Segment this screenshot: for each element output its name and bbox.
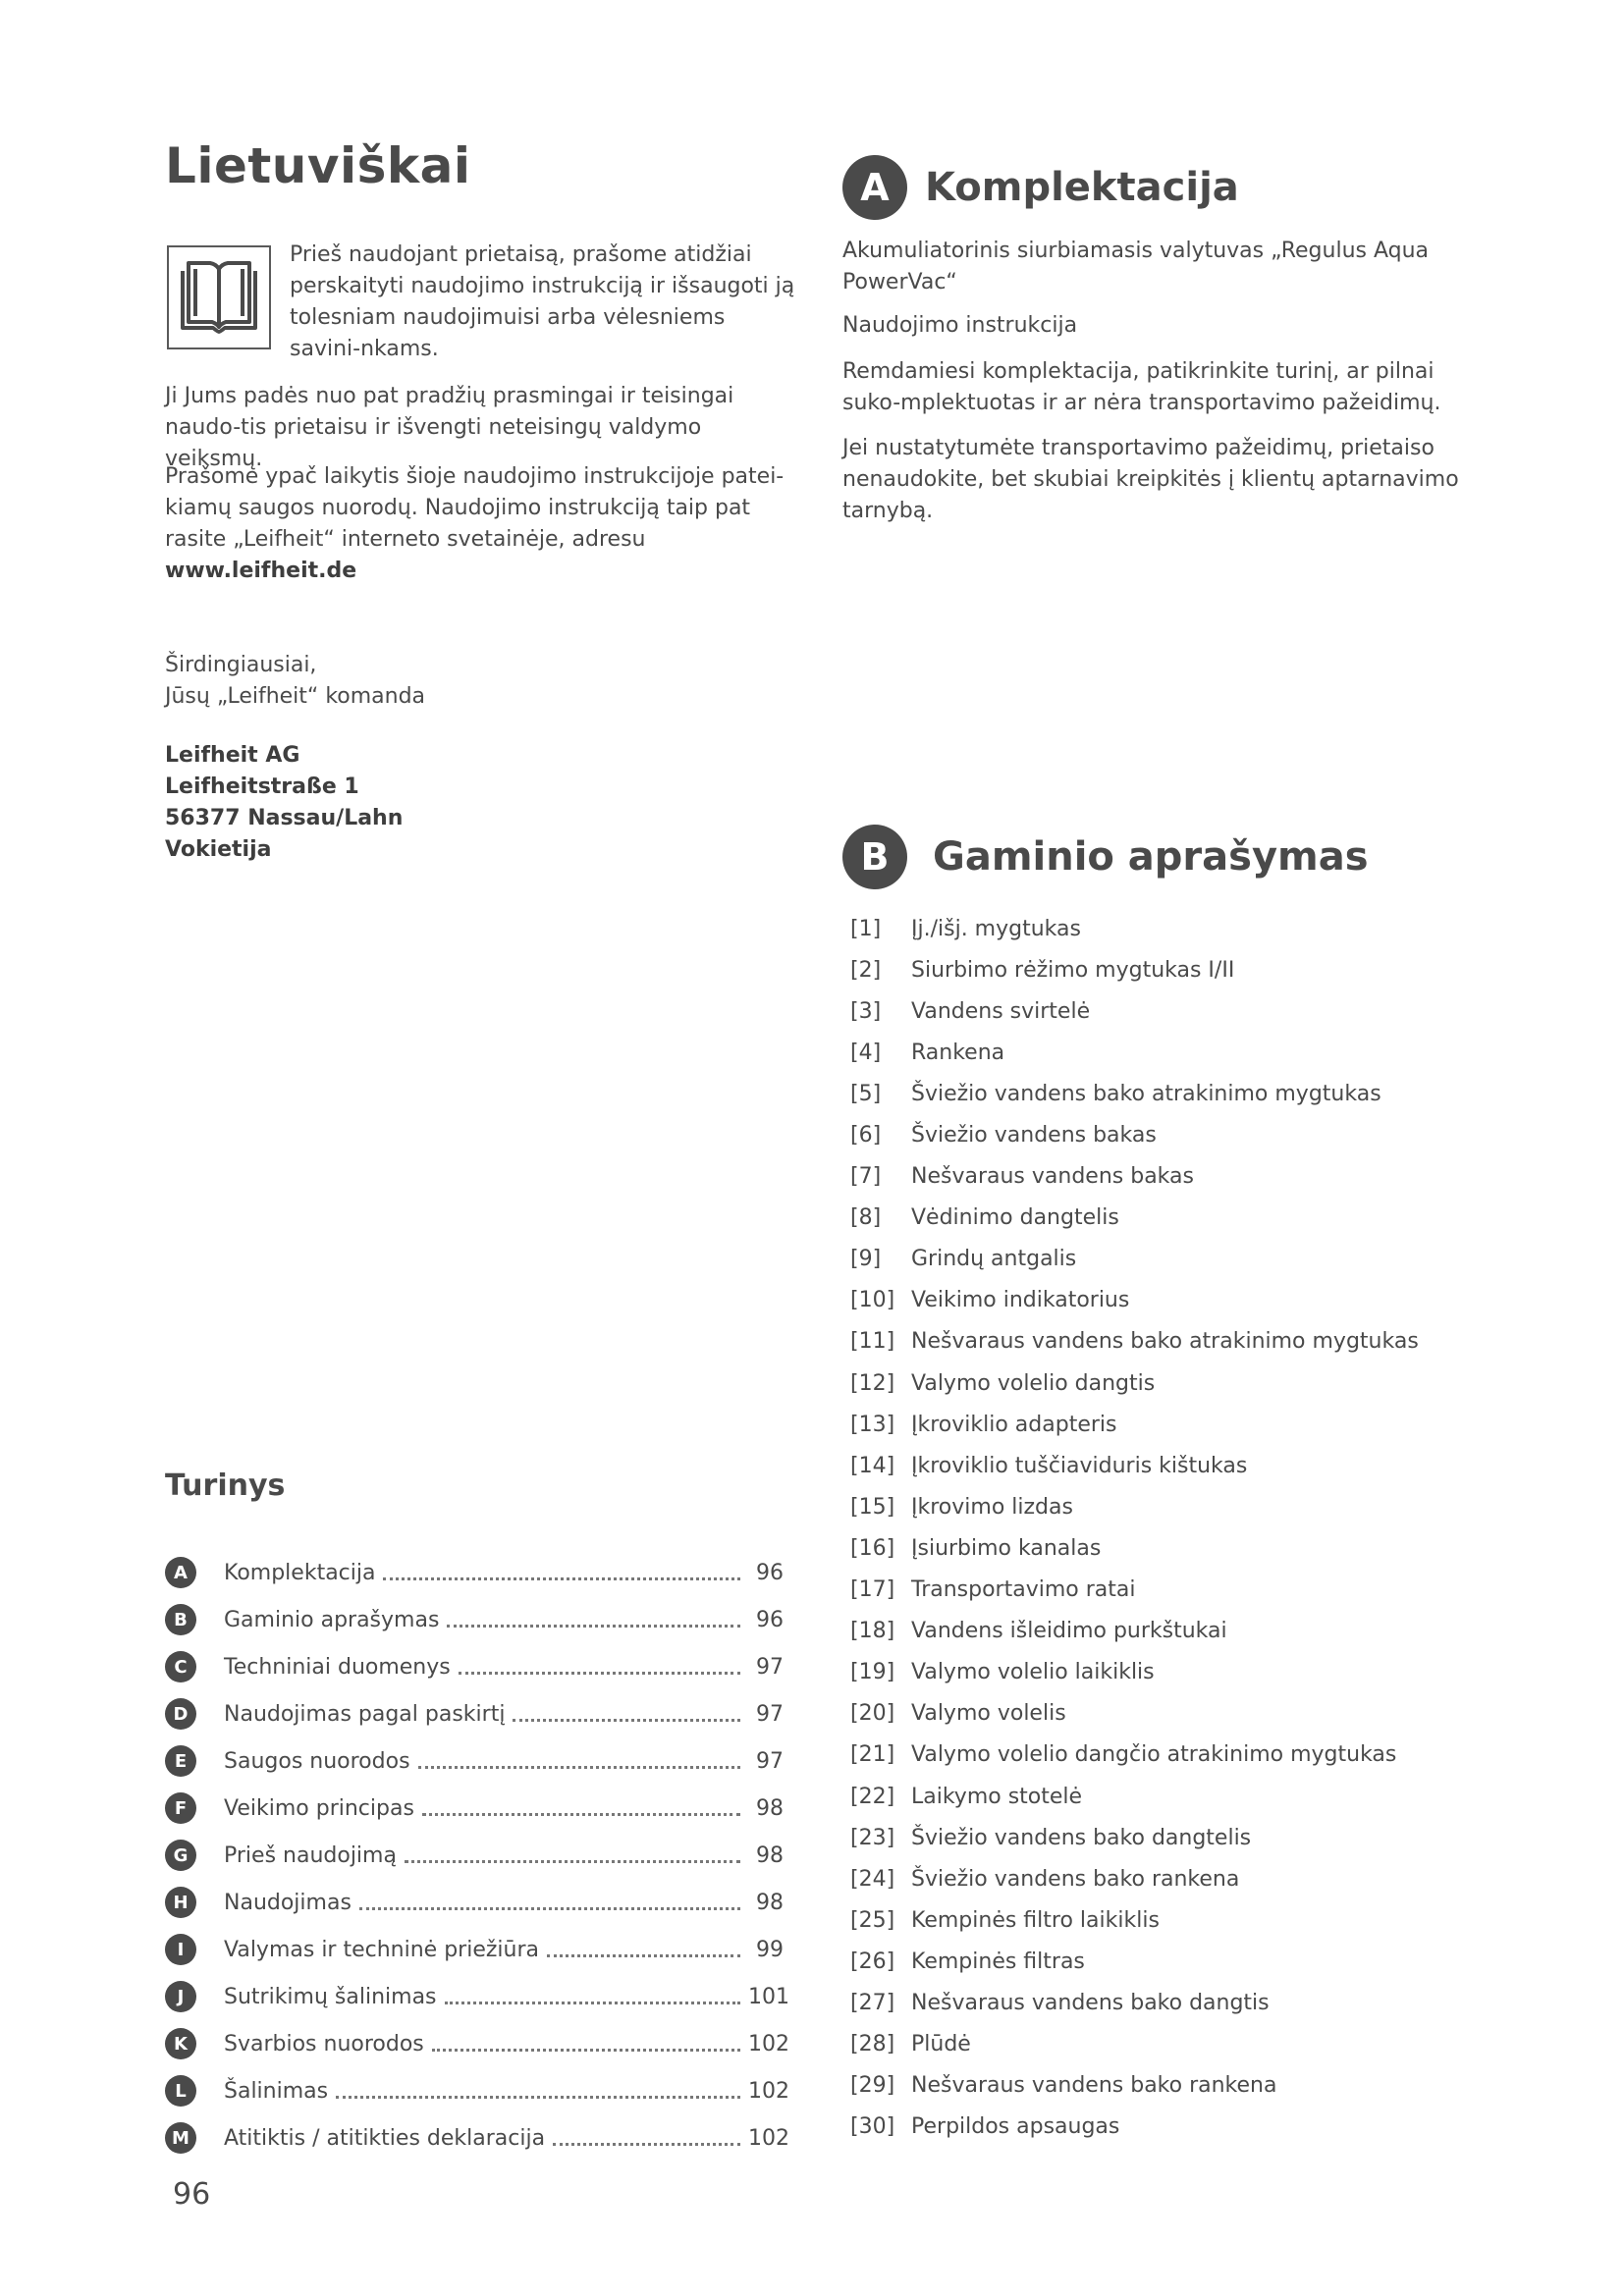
part-label: Vandens išleidimo purkštukai xyxy=(911,1619,1227,1644)
part-number: [1] xyxy=(850,916,882,941)
section-a-paragraph-2: Naudojimo instrukcija xyxy=(842,313,1078,338)
part-number: [13] xyxy=(850,1412,895,1437)
part-number: [21] xyxy=(850,1742,895,1768)
part-number: [20] xyxy=(850,1701,895,1727)
part-label: Valymo volelio laikiklis xyxy=(911,1660,1155,1685)
list-item xyxy=(850,1899,1479,1941)
list-item xyxy=(850,1527,1479,1569)
address-city: 56377 Nassau/Lahn xyxy=(165,806,404,830)
list-item xyxy=(850,1239,1479,1280)
toc-item-label: Veikimo principas xyxy=(224,1795,414,1821)
part-label: Įkroviklio tuščiaviduris kištukas xyxy=(911,1453,1248,1478)
list-item xyxy=(850,1652,1479,1693)
greeting-line-2: Jūsų „Leifheit“ komanda xyxy=(165,684,426,709)
list-item xyxy=(850,1280,1479,1321)
list-item xyxy=(850,1073,1479,1114)
part-number: [7] xyxy=(850,1164,882,1190)
paragraph-2-text: Prašome ypač laikytis šioje naudojimo instrukcijoje patei-kiamų saugos nuorodų. Naudojimo instrukciją taip pat rasite „Leifheit“ interneto svetainėje, adresu xyxy=(165,464,785,552)
website-link[interactable]: www.leifheit.de xyxy=(165,559,357,583)
part-label: Vėdinimo dangtelis xyxy=(911,1205,1119,1231)
part-label: Valymo volelio dangtis xyxy=(911,1370,1156,1396)
toc-leader-dots xyxy=(418,1766,740,1769)
toc-page-number: 97 xyxy=(756,1654,784,1680)
address-country: Vokietija xyxy=(165,837,272,862)
list-item xyxy=(850,1404,1479,1445)
part-number: [18] xyxy=(850,1619,895,1644)
list-item xyxy=(850,1321,1479,1362)
toc-letter-badge: E xyxy=(165,1745,196,1777)
toc-letter-badge: A xyxy=(165,1557,196,1588)
toc-leader-dots xyxy=(432,2049,740,2052)
list-item xyxy=(850,1570,1479,1611)
section-b-heading xyxy=(842,825,1369,889)
toc-item-label: Naudojimas xyxy=(224,1890,352,1915)
intro-text: Prieš naudojant prietaisą, prašome atidžiai perskaityti naudojimo instrukciją ir išsaugoti ją tolesniam naudojimuisi arba vėlesniems savini-nkams. xyxy=(290,242,795,361)
part-label: Nešvaraus vandens bakas xyxy=(911,1164,1194,1190)
list-item xyxy=(850,2065,1479,2107)
toc-leader-dots xyxy=(447,1625,740,1628)
part-label: Šviežio vandens bakas xyxy=(911,1123,1157,1148)
toc-item-label: Saugos nuorodos xyxy=(224,1748,410,1774)
list-item xyxy=(850,1693,1479,1735)
address-company: Leifheit AG xyxy=(165,743,300,768)
toc-leader-dots xyxy=(445,2002,740,2004)
toc-item-label: Valymas ir techninė priežiūra xyxy=(224,1937,539,1962)
part-number: [3] xyxy=(850,998,882,1024)
part-number: [8] xyxy=(850,1205,882,1231)
toc-page-number: 97 xyxy=(756,1701,784,1727)
toc-item-label: Sutrikimų šalinimas xyxy=(224,1984,437,2009)
toc-item[interactable] xyxy=(165,1737,784,1785)
company-address xyxy=(165,740,403,866)
toc-item[interactable] xyxy=(165,2067,789,2114)
toc-page-number: 96 xyxy=(756,1607,784,1632)
toc-item[interactable] xyxy=(165,1690,784,1737)
toc-leader-dots xyxy=(359,1907,740,1910)
part-number: [12] xyxy=(850,1370,895,1396)
toc-leader-dots xyxy=(459,1672,740,1675)
toc-item[interactable] xyxy=(165,1973,789,2020)
part-label: Įj./išj. mygtukas xyxy=(911,916,1081,941)
part-label: Kempinės filtro laikiklis xyxy=(911,1907,1160,1933)
part-number: [5] xyxy=(850,1081,882,1106)
intro-paragraph-2 xyxy=(165,461,793,587)
part-number: [28] xyxy=(850,2032,895,2057)
part-label: Siurbimo rėžimo mygtukas I/II xyxy=(911,957,1235,983)
toc-item[interactable] xyxy=(165,2020,789,2067)
list-item xyxy=(850,2107,1479,2148)
page-title: Lietuviškai xyxy=(165,137,471,194)
part-number: [9] xyxy=(850,1247,882,1272)
toc-leader-dots xyxy=(513,1719,740,1722)
toc-page-number: 97 xyxy=(756,1748,784,1774)
toc-page-number: 101 xyxy=(748,1984,789,2009)
intro-paragraph-1: Ji Jums padės nuo pat pradžių prasmingai ir teisingai naudo-tis prietaisu ir išvengti neteisingų valdymo veiksmų. xyxy=(165,384,734,471)
toc-leader-dots xyxy=(553,2143,740,2146)
toc-leader-dots xyxy=(405,1860,740,1863)
part-label: Plūdė xyxy=(911,2032,971,2057)
toc-leader-dots xyxy=(547,1954,740,1957)
part-label: Šviežio vandens bako dangtelis xyxy=(911,1825,1252,1850)
part-number: [30] xyxy=(850,2114,895,2140)
section-b-badge: B xyxy=(842,825,907,889)
part-label: Perpildos apsaugas xyxy=(911,2114,1120,2140)
part-number: [6] xyxy=(850,1123,882,1148)
part-label: Nešvaraus vandens bako rankena xyxy=(911,2073,1277,2099)
toc-item[interactable] xyxy=(165,1549,784,1596)
part-label: Įsiurbimo kanalas xyxy=(911,1535,1102,1561)
part-number: [23] xyxy=(850,1825,895,1850)
list-item xyxy=(850,1858,1479,1899)
toc-letter-badge: K xyxy=(165,2028,196,2059)
section-a-paragraph-1: Akumuliatorinis siurbiamasis valytuvas „Regulus Aqua PowerVac“ xyxy=(842,239,1430,294)
part-label: Įkrovimo lizdas xyxy=(911,1494,1073,1520)
list-item xyxy=(850,1198,1479,1239)
part-number: [26] xyxy=(850,1949,895,1974)
section-b-title: Gaminio aprašymas xyxy=(933,834,1369,880)
toc-item-label: Komplektacija xyxy=(224,1560,376,1585)
section-a-heading xyxy=(842,155,1239,220)
part-number: [27] xyxy=(850,1990,895,2015)
list-item xyxy=(850,1362,1479,1404)
list-item xyxy=(850,1486,1479,1527)
list-item xyxy=(850,1032,1479,1073)
part-label: Veikimo indikatorius xyxy=(911,1288,1130,1313)
list-item xyxy=(850,908,1479,949)
part-number: [25] xyxy=(850,1907,895,1933)
toc-item-label: Techniniai duomenys xyxy=(224,1654,451,1680)
toc-letter-badge: G xyxy=(165,1840,196,1871)
toc-page-number: 102 xyxy=(748,2078,789,2104)
toc-letter-badge: D xyxy=(165,1698,196,1730)
toc-page-number: 99 xyxy=(756,1937,784,1962)
table-of-contents xyxy=(165,1549,789,2162)
part-label: Valymo volelis xyxy=(911,1701,1066,1727)
open-book-icon xyxy=(167,245,271,349)
toc-page-number: 98 xyxy=(756,1890,784,1915)
toc-letter-badge: H xyxy=(165,1887,196,1918)
part-label: Valymo volelio dangčio atrakinimo mygtukas xyxy=(911,1742,1397,1768)
list-item xyxy=(850,1156,1479,1198)
part-number: [17] xyxy=(850,1577,895,1603)
toc-page-number: 102 xyxy=(748,2125,789,2151)
list-item xyxy=(850,2024,1479,2065)
part-label: Nešvaraus vandens bako dangtis xyxy=(911,1990,1270,2015)
toc-item[interactable] xyxy=(165,1643,784,1690)
toc-item[interactable] xyxy=(165,1832,784,1879)
list-item xyxy=(850,1735,1479,1776)
toc-letter-badge: J xyxy=(165,1981,196,2012)
list-item xyxy=(850,949,1479,990)
part-number: [10] xyxy=(850,1288,895,1313)
list-item xyxy=(850,1611,1479,1652)
part-number: [22] xyxy=(850,1784,895,1809)
part-label: Transportavimo ratai xyxy=(911,1577,1136,1603)
toc-leader-dots xyxy=(336,2096,740,2099)
toc-item[interactable] xyxy=(165,2114,789,2162)
toc-page-number: 102 xyxy=(748,2031,789,2056)
part-label: Rankena xyxy=(911,1040,1005,1065)
section-a-paragraph-4: Jei nustatytumėte transportavimo pažeidimų, prietaiso nenaudokite, bet skubiai kreipkitės į klientų aptarnavimo tarnybą. xyxy=(842,436,1459,523)
part-label: Kempinės filtras xyxy=(911,1949,1085,1974)
toc-item-label: Svarbios nuorodos xyxy=(224,2031,424,2056)
list-item xyxy=(850,1982,1479,2023)
part-number: [15] xyxy=(850,1494,895,1520)
part-label: Šviežio vandens bako atrakinimo mygtukas xyxy=(911,1081,1381,1106)
toc-item[interactable] xyxy=(165,1596,784,1643)
list-item xyxy=(850,1776,1479,1817)
part-label: Šviežio vandens bako rankena xyxy=(911,1866,1240,1892)
part-number: [16] xyxy=(850,1535,895,1561)
parts-list xyxy=(850,908,1479,2148)
toc-item[interactable] xyxy=(165,1926,784,1973)
toc-item[interactable] xyxy=(165,1785,784,1832)
part-label: Vandens svirtelė xyxy=(911,998,1091,1024)
part-number: [11] xyxy=(850,1329,895,1355)
toc-letter-badge: M xyxy=(165,2122,196,2154)
toc-page-number: 98 xyxy=(756,1842,784,1868)
part-number: [29] xyxy=(850,2073,895,2099)
toc-letter-badge: B xyxy=(165,1604,196,1635)
greeting xyxy=(165,650,425,713)
greeting-line-1: Širdingiausiai, xyxy=(165,653,317,677)
toc-item[interactable] xyxy=(165,1879,784,1926)
section-a-badge: A xyxy=(842,155,907,220)
part-number: [19] xyxy=(850,1660,895,1685)
toc-page-number: 98 xyxy=(756,1795,784,1821)
part-label: Grindų antgalis xyxy=(911,1247,1077,1272)
part-label: Įkroviklio adapteris xyxy=(911,1412,1117,1437)
toc-item-label: Atitiktis / atitikties deklaracija xyxy=(224,2125,546,2151)
toc-letter-badge: I xyxy=(165,1934,196,1965)
part-number: [14] xyxy=(850,1453,895,1478)
part-number: [4] xyxy=(850,1040,882,1065)
part-number: [2] xyxy=(850,957,882,983)
address-street: Leifheitstraße 1 xyxy=(165,774,359,799)
toc-item-label: Prieš naudojimą xyxy=(224,1842,397,1868)
list-item xyxy=(850,1445,1479,1486)
part-number: [24] xyxy=(850,1866,895,1892)
list-item xyxy=(850,1817,1479,1858)
part-label: Laikymo stotelė xyxy=(911,1784,1083,1809)
list-item xyxy=(850,1941,1479,1982)
section-a-paragraph-3: Remdamiesi komplektacija, patikrinkite turinį, ar pilnai suko-mplektuotas ir ar nėra transportavimo pažeidimų. xyxy=(842,359,1441,415)
toc-item-label: Naudojimas pagal paskirtį xyxy=(224,1701,506,1727)
contents-title: Turinys xyxy=(165,1468,286,1503)
toc-item-label: Šalinimas xyxy=(224,2078,329,2104)
section-a-title: Komplektacija xyxy=(925,165,1239,210)
toc-letter-badge: L xyxy=(165,2075,196,2107)
page-number: 96 xyxy=(173,2177,211,2212)
list-item xyxy=(850,1114,1479,1155)
toc-letter-badge: F xyxy=(165,1792,196,1824)
toc-item-label: Gaminio aprašymas xyxy=(224,1607,440,1632)
part-label: Nešvaraus vandens bako atrakinimo mygtukas xyxy=(911,1329,1419,1355)
toc-leader-dots xyxy=(383,1577,740,1580)
toc-page-number: 96 xyxy=(756,1560,784,1585)
list-item xyxy=(850,990,1479,1032)
toc-leader-dots xyxy=(422,1813,740,1816)
toc-letter-badge: C xyxy=(165,1651,196,1682)
